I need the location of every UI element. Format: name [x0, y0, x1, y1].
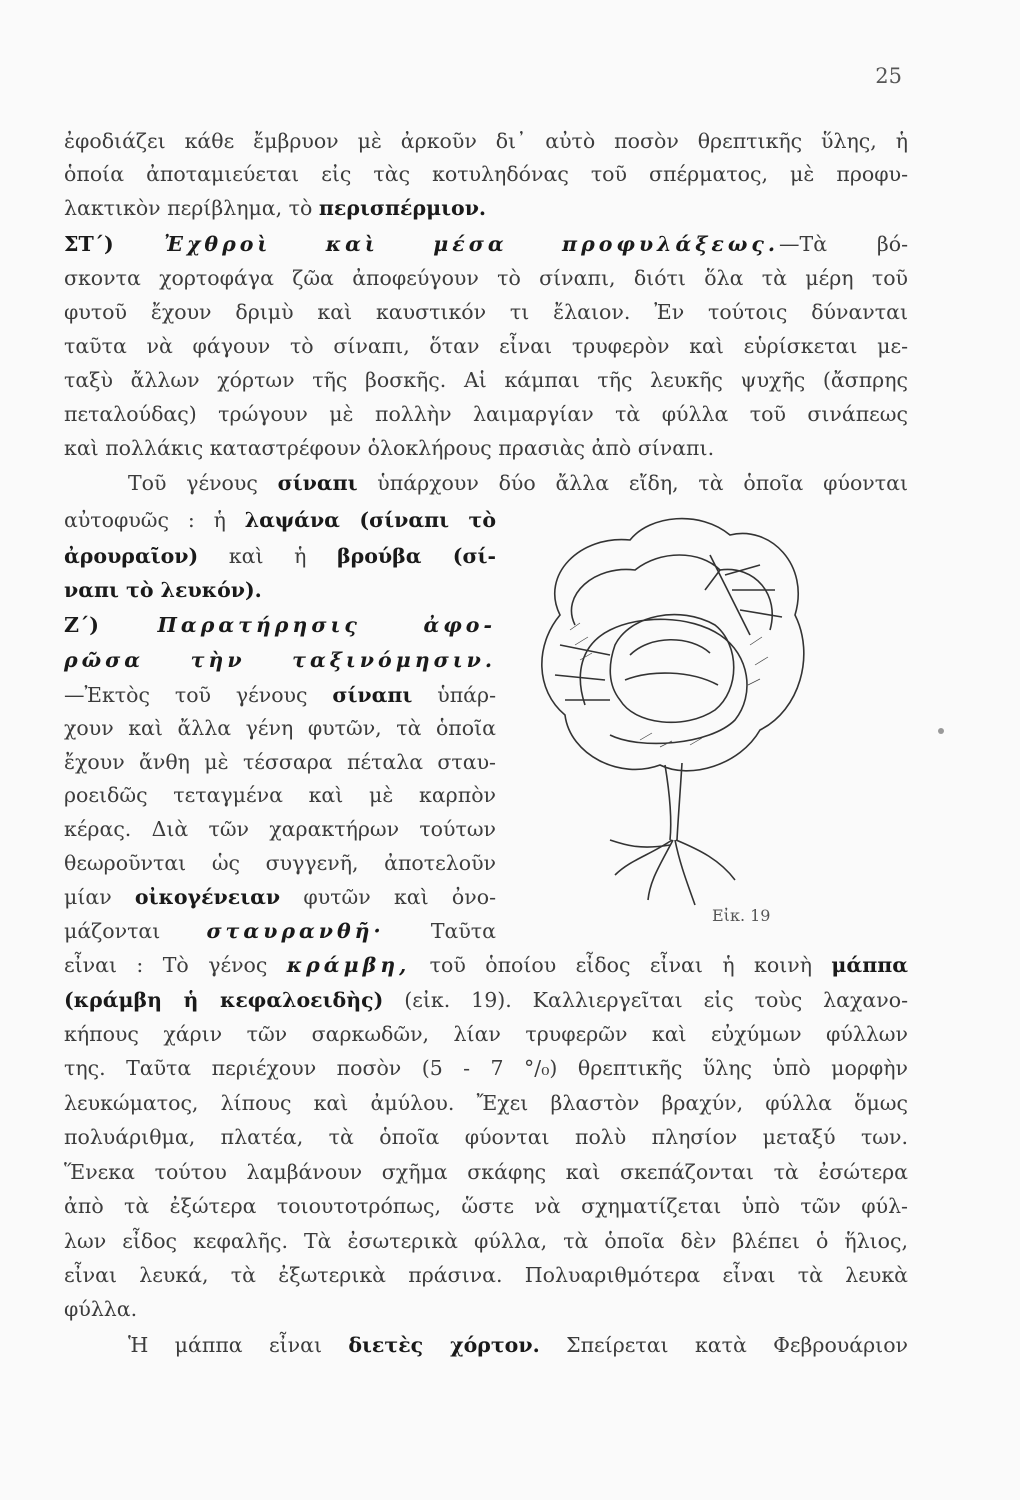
text-line [64, 985, 908, 1015]
margin-dot [938, 728, 944, 734]
text-line: εἶναι λευκά, τὰ ἐξωτερικὰ πράσινα. Πολυαριθμότερα εἶναι τὰ λευκὰ [64, 1263, 908, 1287]
section-title: ρῶσα τὴν ταξινόμησιν. [64, 648, 496, 672]
page-number: 25 [875, 64, 902, 88]
section-heading-line [64, 610, 496, 640]
text-line: ὁποία ἀποταμιεύεται εἰς τὰς κοτυληδόνας τοῦ σπέρματος, μὲ προφυ- [64, 162, 908, 186]
text-span: λακτικὸν περίβλημα, τὸ [64, 196, 319, 220]
text-line [64, 950, 908, 980]
bold-term: διετὲς χόρτον. [348, 1333, 540, 1357]
section-heading-line [64, 645, 496, 675]
text-line: πεταλούδας) τρώγουν μὲ πολλὴν λαιμαργίαν τὰ φύλλα τοῦ σινάπεως [64, 402, 908, 426]
text-span: μάζονται [64, 919, 207, 943]
text-span: ὑπάρχουν δύο ἄλλα εἴδη, τὰ ὁποῖα φύονται [357, 471, 908, 495]
text-line: κήπους χάριν τῶν σαρκωδῶν, λίαν τρυφερῶν καὶ εὐχύμων φύλλων [64, 1022, 908, 1046]
text-span: καὶ ἡ [198, 544, 337, 568]
text-span: φυτῶν καὶ ὀνο- [280, 885, 496, 909]
text-line [64, 916, 496, 946]
spaced-term: κράμβη, [286, 953, 411, 977]
section-number: Ζ΄) [64, 613, 158, 637]
text-span: εἶναι : Τὸ γένος [64, 953, 287, 977]
section-title: Ἐχθροὶ καὶ μέσα προφυλάξεως. [164, 232, 780, 256]
text-span: (εἰκ. 19). Καλλιεργεῖται εἰς τοὺς λαχανο- [383, 988, 908, 1012]
text-line: λευκώματος, λίπους καὶ ἀμύλου. Ἔχει βλαστὸν βραχύν, φύλλα ὅμως [64, 1091, 908, 1115]
text-line: ἔχουν ἄνθη μὲ τέσσαρα πέταλα σταυ- [64, 750, 496, 774]
section-number: ΣΤ΄) [64, 232, 165, 256]
text-span: ὑπάρ- [412, 683, 497, 707]
spaced-term: σταυρανθῆ· [206, 919, 385, 943]
text-line [64, 680, 496, 710]
bold-term: σίναπι [332, 683, 413, 707]
bold-term: περισπέρμιον. [318, 196, 487, 220]
text-line [64, 541, 496, 571]
text-line: της. Ταῦτα περιέχουν ποσὸν (5 - 7 °/₀) θρεπτικῆς ὕλης ὑπὸ μορφὴν [64, 1056, 908, 1080]
section-heading-line [64, 229, 908, 259]
text-line: κέρας. Διὰ τῶν χαρακτήρων τούτων [64, 817, 496, 841]
bold-term: λαψάνα (σίναπι τὸ [244, 508, 496, 532]
figure-caption: Εἰκ. 19 [712, 906, 771, 925]
text-span: —Ἐκτὸς τοῦ γένους [64, 683, 333, 707]
text-line [64, 468, 908, 498]
bold-term: σίναπι [277, 471, 358, 495]
cabbage-illustration [520, 495, 820, 915]
text-line: θεωροῦνται ὡς συγγενῆ, ἀποτελοῦν [64, 851, 496, 875]
text-line [64, 882, 496, 912]
text-line: ροειδῶς τεταγμένα καὶ μὲ καρπὸν [64, 783, 496, 807]
text-span: μίαν [64, 885, 135, 909]
cabbage-drawing [520, 495, 820, 915]
text-span: τοῦ ὁποίου εἶδος εἶναι ἡ κοινὴ [410, 953, 832, 977]
text-line [64, 505, 496, 535]
text-line [64, 575, 496, 605]
text-span: αὐτοφυῶς : ἡ [64, 508, 245, 532]
bold-term: οἰκογένειαν [134, 885, 281, 909]
text-line [64, 1330, 908, 1360]
bold-term: ναπι τὸ λευκόν). [64, 578, 262, 602]
text-line: σκοντα χορτοφάγα ζῶα ἀποφεύγουν τὸ σίναπι, διότι ὅλα τὰ μέρη τοῦ [64, 266, 908, 290]
text-line: λων εἶδος κεφαλῆς. Τὰ ἐσωτερικὰ φύλλα, τὰ ὁποῖα δὲν βλέπει ὁ ἥλιος, [64, 1229, 908, 1253]
text-line: ἐφοδιάζει κάθε ἔμβρυον μὲ ἀρκοῦν δι᾽ αὐτὸ ποσὸν θρεπτικῆς ὕλης, ἡ [64, 129, 908, 153]
bold-term: βρούβα (σί- [337, 544, 496, 568]
text-line: ταξὺ ἄλλων χόρτων τῆς βοσκῆς. Αἱ κάμπαι τῆς λευκῆς ψυχῆς (ἄσπρης [64, 368, 908, 392]
text-line [64, 193, 908, 223]
text-line: ἀπὸ τὰ ἐξώτερα τοιουτοτρόπως, ὥστε νὰ σχηματίζεται ὑπὸ τῶν φύλ- [64, 1194, 908, 1218]
text-line: φύλλα. [64, 1297, 138, 1321]
text-span: Σπείρεται κατὰ Φεβρουάριον [539, 1333, 908, 1357]
bold-term: μάππα [831, 953, 908, 977]
text-line: ταῦτα νὰ φάγουν τὸ σίναπι, ὅταν εἶναι τρυφερὸν καὶ εὑρίσκεται με- [64, 334, 908, 358]
bold-term: (κράμβη ἡ κεφαλοειδὴς) [64, 988, 384, 1012]
text-line: πολυάριθμα, πλατέα, τὰ ὁποῖα φύονται πολὺ πλησίον μεταξύ των. [64, 1125, 908, 1149]
bold-term: ἀρουραῖον) [64, 544, 199, 568]
text-line: καὶ πολλάκις καταστρέφουν ὁλοκλήρους πρασιὰς ἀπὸ σίναπι. [64, 436, 715, 460]
text-line: χουν καὶ ἄλλα γένη φυτῶν, τὰ ὁποῖα [64, 716, 496, 740]
text-span: Τοῦ γένους [128, 471, 278, 495]
text-line: φυτοῦ ἔχουν δριμὺ καὶ καυστικόν τι ἔλαιον. Ἐν τούτοις δύνανται [64, 300, 908, 324]
text-span: Ἡ μάππα εἶναι [128, 1333, 349, 1357]
text-span: —Τὰ βό- [779, 232, 909, 256]
section-title: Παρατήρησις ἀφο- [157, 613, 496, 637]
text-line: Ἕνεκα τούτου λαμβάνουν σχῆμα σκάφης καὶ σκεπάζονται τὰ ἐσώτερα [64, 1160, 908, 1184]
text-span: Ταῦτα [384, 919, 496, 943]
